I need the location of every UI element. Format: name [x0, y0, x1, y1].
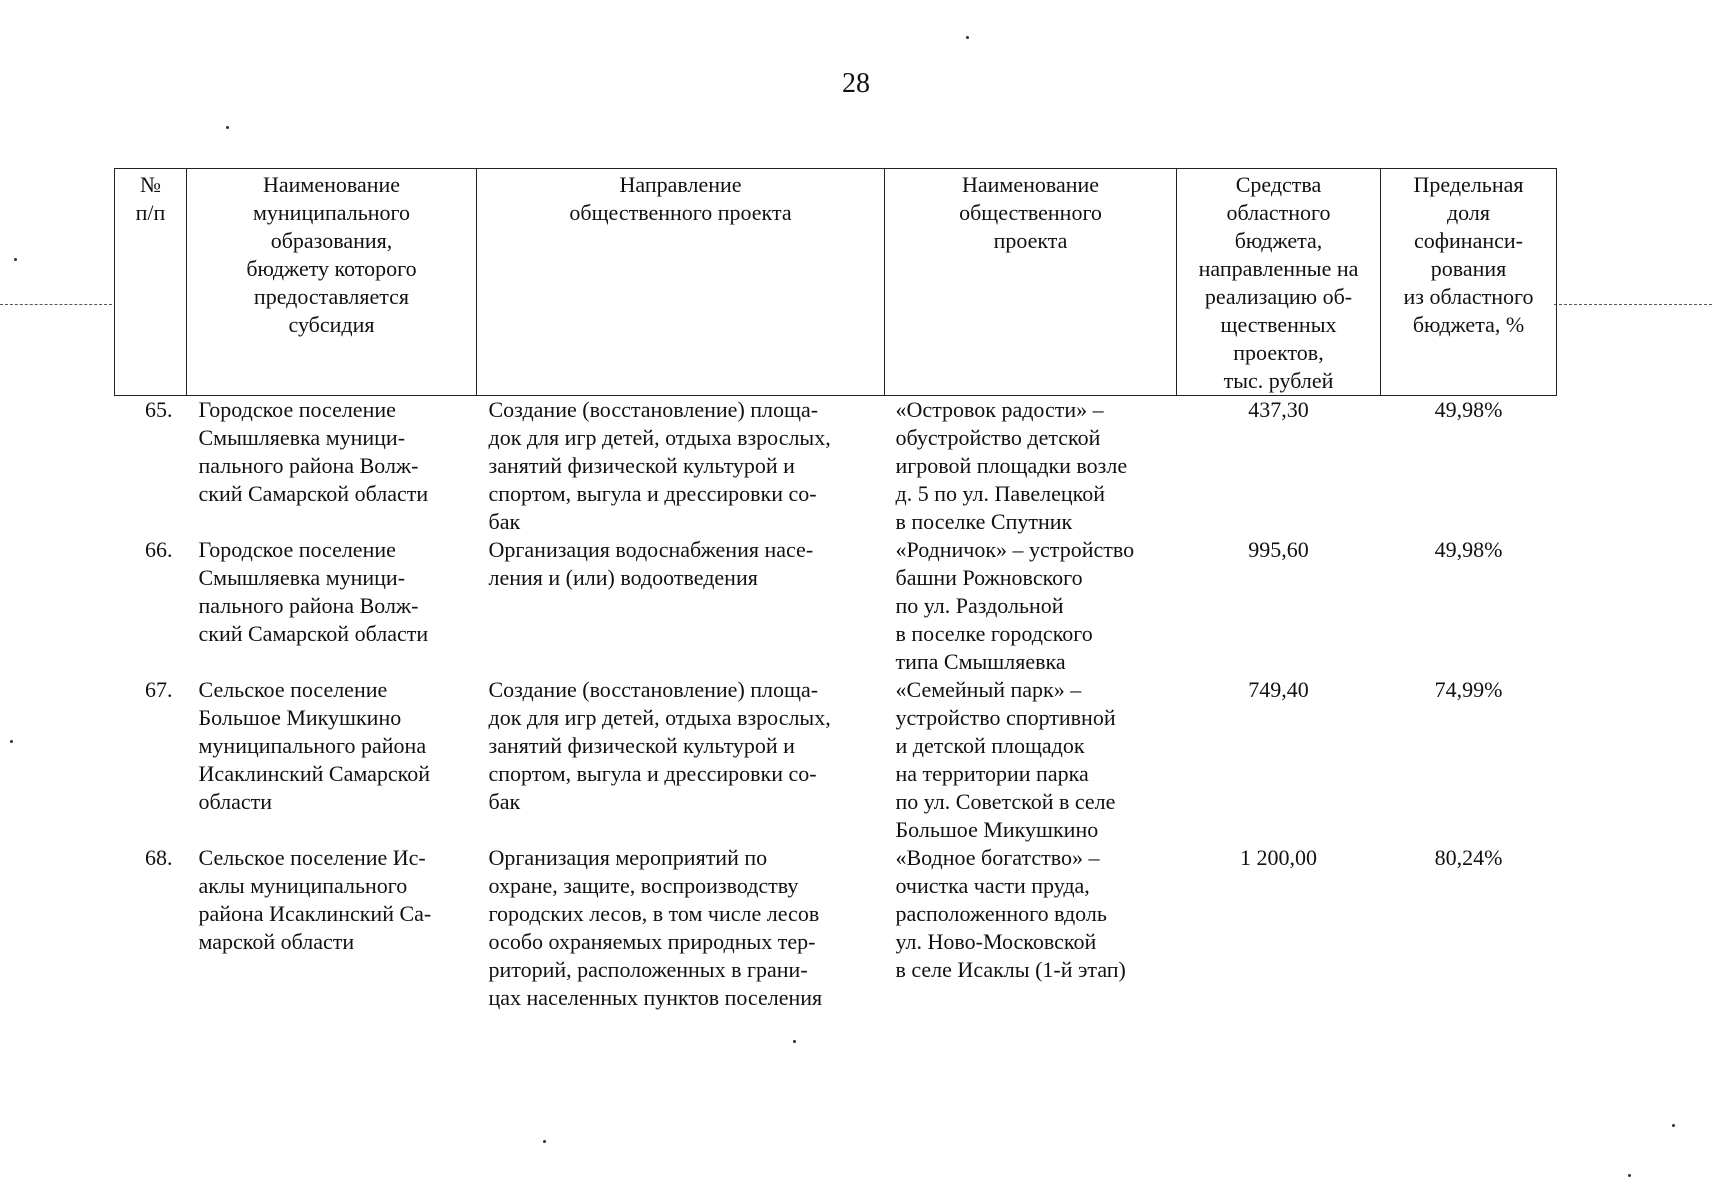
table-row	[115, 536, 1557, 676]
row-number: 65.	[145, 397, 173, 422]
table-row	[115, 676, 1557, 844]
municipality-cell: Городское поселение Смышляевка муници- пального района Волж- ский Самарской области	[198, 397, 429, 506]
share-cell: 74,99%	[1434, 677, 1503, 702]
table-header-row	[115, 169, 1557, 396]
scan-speck	[543, 1140, 546, 1143]
subsidy-table	[114, 168, 1557, 1012]
scan-speck	[1672, 1124, 1675, 1127]
header-municipality: Наименование муниципального образования, бюджету которого предоставляется субсидия	[187, 169, 477, 396]
scan-speck	[1628, 1174, 1631, 1177]
project-cell: «Семейный парк» – устройство спортивной и детской площадок на территории парка по ул. Советской в селе Большое Микушкино	[895, 677, 1116, 842]
direction-cell: Организация водоснабжения насе- ления и (или) водоотведения	[488, 537, 814, 590]
share-cell: 80,24%	[1434, 845, 1503, 870]
header-share: Предельная доля софинанси- рования из областного бюджета, %	[1381, 169, 1557, 396]
page-number: 28	[842, 68, 870, 99]
scan-speck	[793, 1040, 796, 1043]
municipality-cell: Сельское поселение Большое Микушкино муниципального района Исаклинский Самарской области	[198, 677, 430, 814]
header-num: № п/п	[115, 169, 187, 396]
header-project: Наименование общественного проекта	[885, 169, 1177, 396]
scan-speck	[10, 740, 13, 743]
table-row	[115, 844, 1557, 1012]
direction-cell: Создание (восстановление) площа- док для игр детей, отдыха взрослых, занятий физической культурой и спортом, выгула и дрессировки со- бак	[488, 397, 831, 534]
scan-speck	[226, 126, 229, 129]
funds-cell: 749,40	[1248, 677, 1309, 702]
direction-cell: Организация мероприятий по охране, защите, воспроизводству городских лесов, в том числе лесов особо охраняемых природных тер- риторий, расположенных в грани- цах населенных пунктов поселения	[488, 845, 823, 1010]
direction-cell: Создание (восстановление) площа- док для игр детей, отдыха взрослых, занятий физической культурой и спортом, выгула и дрессировки со- бак	[488, 677, 831, 814]
scan-speck	[14, 258, 17, 261]
funds-cell: 437,30	[1248, 397, 1309, 422]
scan-fold-line-right	[1554, 304, 1712, 305]
scan-fold-line-left	[0, 304, 112, 305]
table-row	[115, 396, 1557, 537]
share-cell: 49,98%	[1434, 397, 1503, 422]
funds-cell: 995,60	[1248, 537, 1309, 562]
municipality-cell: Городское поселение Смышляевка муници- пального района Волж- ский Самарской области	[198, 537, 429, 646]
share-cell: 49,98%	[1434, 537, 1503, 562]
row-number: 66.	[145, 537, 173, 562]
municipality-cell: Сельское поселение Ис- аклы муниципального района Исаклинский Са- марской области	[198, 845, 432, 954]
scan-speck	[966, 36, 969, 39]
project-cell: «Островок радости» – обустройство детской игровой площадки возле д. 5 по ул. Павелецкой в поселке Спутник	[895, 397, 1128, 534]
header-direction: Направление общественного проекта	[477, 169, 885, 396]
row-number: 68.	[145, 845, 173, 870]
funds-cell: 1 200,00	[1240, 845, 1317, 870]
project-cell: «Родничок» – устройство башни Рожновского по ул. Раздольной в поселке городского типа Смышляевка	[895, 537, 1135, 674]
row-number: 67.	[145, 677, 173, 702]
header-funds: Средства областного бюджета, направленные на реализацию об- щественных проектов, тыс. рублей	[1177, 169, 1381, 396]
project-cell: «Водное богатство» – очистка части пруда, расположенного вдоль ул. Ново-Московской в селе Исаклы (1-й этап)	[895, 845, 1126, 982]
